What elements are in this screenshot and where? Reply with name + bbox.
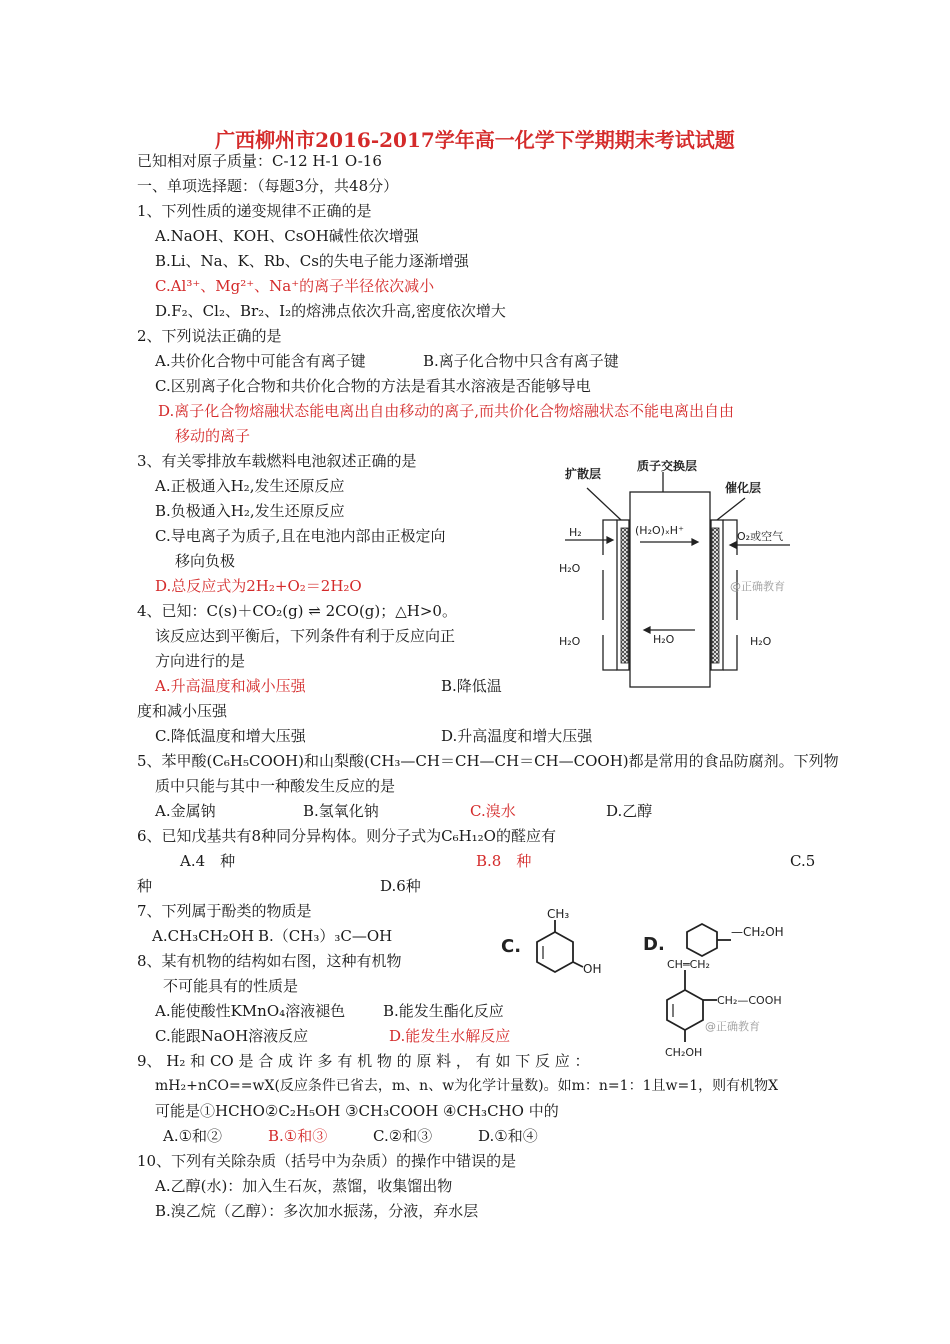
q6-stem: 6、已知戊基共有8种同分异构体。则分子式为C₆H₁₂O的醛应有	[137, 827, 556, 845]
q9-option-d: D.①和④	[478, 1127, 538, 1145]
q3-stem: 3、有关零排放车载燃料电池叙述正确的是	[137, 452, 417, 470]
q6-option-c-line2: 种	[137, 877, 153, 895]
hydroxyl-label: OH	[583, 962, 602, 976]
h2o-right-label: H₂O	[750, 635, 772, 648]
q9-stem-line1: 9、 H₂ 和 CO 是 合 成 许 多 有 机 物 的 原 料 ， 有 如 下 反 应 ：	[137, 1052, 590, 1070]
q6-option-d: D.6种	[380, 877, 421, 895]
q4-option-b-line1: B.降低温	[441, 677, 502, 695]
q10-option-a: A.乙醇(水)：加入生石灰，蒸馏，收集馏出物	[155, 1177, 453, 1195]
struct-watermark: @正确教育	[705, 1020, 760, 1033]
methyl-label: CH₃	[547, 907, 570, 921]
q10-option-b: B.溴乙烷（乙醇）：多次加水振荡，分液，弃水层	[155, 1202, 479, 1220]
q8-stem-line2: 不可能具有的性质是	[163, 977, 299, 995]
q3-option-c-line2: 移向负极	[175, 552, 236, 570]
q8-option-d: D.能发生水解反应	[389, 1027, 511, 1045]
q2-option-c: C.区别离子化合物和共价化合物的方法是看其水溶液是否能够导电	[155, 377, 591, 395]
q2-option-b: B.离子化合物中只含有离子键	[423, 352, 619, 370]
q8-option-c: C.能跟NaOH溶液反应	[155, 1027, 309, 1045]
q9-option-a: A.①和②	[163, 1127, 223, 1145]
q4-stem-line3: 方向进行的是	[155, 652, 246, 670]
q4-option-b-line2: 度和减小压强	[137, 702, 228, 720]
q3-option-c-line1: C.导电离子为质子,且在电池内部由正极定向	[155, 527, 446, 545]
q5-option-d: D.乙醇	[606, 802, 653, 820]
q5-option-c: C.溴水	[470, 802, 516, 820]
q2-option-a: A.共价化合物中可能含有离子键	[155, 352, 366, 370]
q5-stem-line1: 5、苯甲酸(C₆H₅COOH)和山梨酸(CH₃—CH＝CH—CH＝CH—COOH)都是常用的食品防腐剂。下列物	[137, 752, 839, 770]
q4-stem: 4、已知：C(s)＋CO₂(g) ⇌ 2CO(g)；△H>0。	[137, 602, 457, 620]
option-c-label: C.	[501, 936, 522, 957]
q4-stem-line2: 该反应达到平衡后，下列条件有利于反应向正	[155, 627, 456, 645]
q1-option-b: B.Li、Na、K、Rb、Cs的失电子能力逐渐增强	[155, 252, 469, 270]
q8-stem-line1: 8、某有机物的结构如右图，这种有机物	[137, 952, 402, 970]
q6-option-c-line1: C.5	[790, 852, 816, 870]
fuel-cell-diagram	[555, 460, 805, 690]
ion-label: (H₂O)ₓH⁺	[635, 524, 684, 537]
hydroxymethyl-d-label: —CH₂OH	[731, 925, 784, 939]
h2o-left-lower-label: H₂O	[559, 635, 581, 648]
vinyl-label: CH═CH₂	[667, 958, 710, 971]
q2-option-d-line1: D.离子化合物熔融状态能电离出自由移动的离子,而共价化合物熔融状态不能电离出自由	[158, 402, 735, 420]
q3-option-d: D.总反应式为2H₂+O₂＝2H₂O	[155, 577, 362, 595]
section-heading: 一、单项选择题：（每题3分，共48分）	[137, 177, 399, 195]
carboxymethyl-label: CH₂—COOH	[717, 994, 782, 1007]
q5-stem-line2: 质中只能与其中一种酸发生反应的是	[155, 777, 396, 795]
q9-option-c: C.②和③	[373, 1127, 433, 1145]
q1-stem: 1、下列性质的递变规律不正确的是	[137, 202, 372, 220]
q10-stem: 10、下列有关除杂质（括号中为杂质）的操作中错误的是	[137, 1152, 517, 1170]
h2o-left-upper-label: H₂O	[559, 562, 581, 575]
structure-diagrams	[495, 902, 815, 1062]
q3-option-a: A.正极通入H₂,发生还原反应	[155, 477, 345, 495]
page-title: 广西柳州市2016-2017学年高一化学下学期期末考试试题	[215, 128, 735, 152]
h2o-center-label: H₂O	[653, 633, 675, 646]
q6-option-a: A.4 种	[180, 852, 236, 870]
exchange-membrane-label: 质子交换层	[637, 460, 698, 473]
q1-option-d: D.F₂、Cl₂、Br₂、I₂的熔沸点依次升高,密度依次增大	[155, 302, 506, 320]
intro-line: 已知相对原子质量：C-12 H-1 O-16	[137, 152, 382, 170]
q4-option-a: A.升高温度和减小压强	[155, 677, 306, 695]
q7-stem: 7、下列属于酚类的物质是	[137, 902, 312, 920]
q4-option-c: C.降低温度和增大压强	[155, 727, 306, 745]
h2-label: H₂	[569, 526, 582, 539]
q2-option-d-line2: 移动的离子	[175, 427, 251, 445]
q8-option-a: A.能使酸性KMnO₄溶液褪色	[155, 1002, 346, 1020]
q9-stem-line2: mH₂+nCO==wX(反应条件已省去，m、n、w为化学计量数)。如m：n=1：1且w=1，则有机物X	[155, 1078, 779, 1094]
q4-option-d: D.升高温度和增大压强	[441, 727, 593, 745]
q5-option-b: B.氢氧化钠	[303, 802, 379, 820]
oxygen-label: O₂或空气	[737, 530, 784, 543]
q3-option-b: B.负极通入H₂,发生还原反应	[155, 502, 345, 520]
q5-option-a: A.金属钠	[155, 802, 216, 820]
diffusion-layer-label: 扩散层	[565, 467, 602, 481]
q2-stem: 2、下列说法正确的是	[137, 327, 282, 345]
q1-option-c: C.Al³⁺、Mg²⁺、Na⁺的离子半径依次减小	[155, 277, 435, 295]
cell-watermark: @正确教育	[730, 580, 785, 593]
q8-option-b: B.能发生酯化反应	[383, 1002, 504, 1020]
hydroxymethyl-bottom-label: CH₂OH	[665, 1046, 703, 1059]
q6-option-b: B.8 种	[476, 852, 532, 870]
q7-option-b: B.（CH₃）₃C—OH	[258, 927, 393, 945]
q1-option-a: A.NaOH、KOH、CsOH碱性依次增强	[155, 227, 419, 245]
option-d-label: D.	[643, 934, 665, 955]
q9-stem-line3: 可能是①HCHO②C₂H₅OH ③CH₃COOH ④CH₃CHO 中的	[155, 1102, 559, 1120]
q7-option-a: A.CH₃CH₂OH	[152, 927, 255, 945]
q9-option-b: B.①和③	[268, 1127, 328, 1145]
catalyst-layer-label: 催化层	[725, 481, 762, 495]
